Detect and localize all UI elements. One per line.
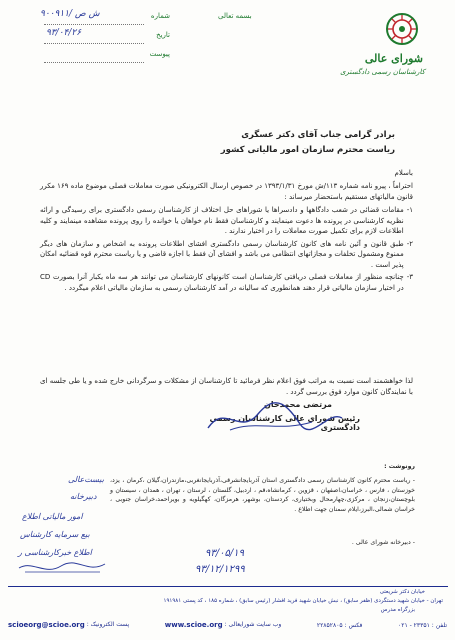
cc-item: - دبیرخانه شورای عالی . bbox=[351, 539, 415, 546]
footer-address-line2: تهران - خیابان شهید دستگردی (ظفر سابق) ، نبش خیابان شهید فرید افشار (رئیس سابق) ، شماره ۱۸۵ ، کد پستی ۱۹۱۹۸۱ bbox=[163, 598, 443, 604]
footer-address-line3: بزرگراه مدرس bbox=[380, 607, 415, 613]
footer-website-label: وب سایت شورایعالی : bbox=[224, 621, 282, 628]
meta-date-value: ۹۳/۰۴/۲۶ bbox=[46, 28, 82, 38]
letter-meta bbox=[40, 8, 180, 68]
bismillah: بسمه تعالی bbox=[218, 12, 252, 20]
handwritten-date: ۹۳/۰۵/۱۹ bbox=[205, 548, 244, 559]
list-item bbox=[40, 239, 413, 271]
list-item bbox=[40, 272, 413, 293]
handwritten-note: امور مالیاتی اطلاع bbox=[22, 512, 83, 521]
handwritten-scribble bbox=[15, 558, 110, 578]
footer-email-link[interactable]: scioeorg@scioe.org bbox=[8, 621, 85, 629]
footer-fax-value: ۲۲۸۵۲۸۰۵ bbox=[316, 621, 343, 629]
signer-name: مرتضی محمدخان bbox=[264, 400, 332, 409]
org-logo bbox=[385, 12, 419, 46]
body-items bbox=[40, 205, 413, 293]
list-item bbox=[40, 205, 413, 237]
footer-phone-label: تلفن : bbox=[431, 621, 447, 629]
org-name-line2: کارشناسان رسمی دادگستری bbox=[340, 68, 425, 76]
footer-divider bbox=[8, 586, 448, 587]
intro-paragraph: احتراماً ، پیرو نامه شماره ۱۱۳/ش مورخ ۱۳۹۳/۱/۳۱ در خصوص ارسال الکترونیکی صورت معاملات فصلی موضوع ماده ۱۶۹ مکرر قانون مالیاتهای مستقیم باستحضار میرساند : bbox=[40, 182, 413, 201]
addressee-line2: ریاست محترم سازمان امور مالیاتی کشور bbox=[220, 145, 395, 155]
addressee-line1: برادر گرامی جناب آقای دکتر عسگری bbox=[241, 130, 395, 140]
list-item-number: ۳- bbox=[406, 273, 413, 281]
logo-emblem-icon bbox=[385, 12, 419, 46]
handwritten-note: بیست‌عالی bbox=[68, 475, 104, 484]
signer-title: رئیس شورای عالی کارشناسان رسمی دادگستری bbox=[209, 414, 360, 432]
footer-phone-value: ۲۳۳۵۱ - ۰۲۱ bbox=[398, 621, 430, 629]
list-item-text: طبق قانون و آئین نامه های کانون کارشناسان رسمی دادگستری افشای اطلاعات پرونده به اشخاص و سازمان های دیگر ممنوع ومشمول تخلفات و مجازاتهای انتظامی می باشد و افشای آن فقط با اجازه قاضی و یا ریاست محترم قوه قضائیه امکان پذیر است . bbox=[40, 239, 404, 269]
list-item-text: مقامات قضائی در شعب دادگاهها و دادسراها یا شوراهای حل اختلاف از کارشناسان رسمی دادگستری برای رسیدگی و ارائه نظریه کارشناسی در پرونده ها دعوت مینمایند و کارشناسان فقط نام خواهان یا خوانده را روی پرونده مشاهده مینمایند و کلیه اطلاعات لازم برای تکمیل صورت معاملات را در اختیار ندارند . bbox=[40, 206, 404, 235]
footer-address-line1: خیابان دکتر شریعتی bbox=[379, 589, 425, 595]
meta-number-label: شماره bbox=[150, 12, 170, 20]
handwritten-date: ۹۳/۱۲/۱۲۹۹ bbox=[195, 564, 245, 575]
footer-website bbox=[165, 621, 281, 629]
cc-item: - ریاست محترم کانون کارشناسان رسمی دادگستری استان آذربایجانشرقی،آذربایجانغربی،مازندران،گیلان ،کرمان ، یزد، خوزستان ، فارس ، خراسان،اصفهان ، قزوین ، کرمانشاه،قم ، اردبیل، گلستان ، لرستان ، تهران ، همدان ، سیستان و بلوچستان،زنجان ، مرکزی،چهارمحال وبختیاری، کردستان، بوشهر، هرمزگان، کهگیلویه و بویراحمد،خراسان جنوبی ، خراسان شمالی،البرز،ایلام سمنان جهت اطلاع . bbox=[110, 477, 415, 513]
footer-phone bbox=[398, 622, 447, 629]
footer-fax-label: فکس : bbox=[344, 621, 363, 629]
closing-paragraph: لذا خواهشمند است نسبت به مراتب فوق اعلام نظر فرمائید تا کارشناسان از مشکلات و سرگردانی خارج شده و یا طی جلسه ای با نمایندگان کانون موارد فوق بررسی گردد . bbox=[40, 377, 413, 396]
meta-number-value: ۹۰۰۹۱۱/ ش ص bbox=[40, 9, 100, 19]
footer-fax bbox=[317, 622, 363, 629]
footer-contacts bbox=[8, 618, 447, 632]
cc-item-text: دبیرخانه شورای عالی . bbox=[351, 539, 411, 546]
footer-website-link[interactable]: www.scioe.org bbox=[164, 621, 223, 629]
list-item-text: چنانچه منظور از معاملات فصلی دریافتی کارشناسان است کانونهای کارشناسان می توانند هر سه ماه یکبار آنرا بصورت CD در اختیار سازمان مالیاتی قرار دهند همانطوری که سالیانه در آمد کارشناسان رسمی به سازمان مالیاتی اعلام میگردد . bbox=[40, 273, 404, 292]
handwritten-note: دبیرخانه bbox=[70, 492, 97, 501]
list-item-number: ۱- bbox=[406, 206, 413, 214]
footer-email-label: پست الکترونیک : bbox=[86, 621, 130, 628]
meta-date-label: تاریخ bbox=[156, 31, 170, 39]
footer-email bbox=[8, 621, 129, 629]
meta-attachment-label: پیوست bbox=[149, 50, 170, 58]
cc-heading: رونوشت : bbox=[384, 463, 415, 470]
handwritten-signature bbox=[200, 398, 350, 438]
signature-block bbox=[190, 400, 360, 438]
handwritten-note: اطلاع خبرکارشناسی ر bbox=[18, 548, 92, 557]
org-name-line1: شورای عالی bbox=[364, 52, 423, 65]
greeting: باسلام bbox=[394, 169, 413, 177]
handwritten-note: بیع سرمایه کارشناس bbox=[20, 530, 90, 539]
cc-item-text: ریاست محترم کانون کارشناسان رسمی دادگستری استان آذربایجانشرقی،آذربایجانغربی،مازندران،گیلان ،کرمان ، یزد، خوزستان ، فارس ، خراسان،اصفهان ، قزوین ، کرمانشاه،قم ، اردبیل، گلستان ، لرستان ، تهران ، همدان ، سیستان و بلوچستان،زنجان ، مرکزی،چهارمحال وبختیاری، کردستان، بوشهر، هرمزگان، کهگیلویه و بویراحمد،خراسان جنوبی ، خراسان شمالی،البرز،ایلام سمنان جهت اطلاع . bbox=[110, 477, 415, 513]
list-item-number: ۲- bbox=[406, 239, 413, 248]
